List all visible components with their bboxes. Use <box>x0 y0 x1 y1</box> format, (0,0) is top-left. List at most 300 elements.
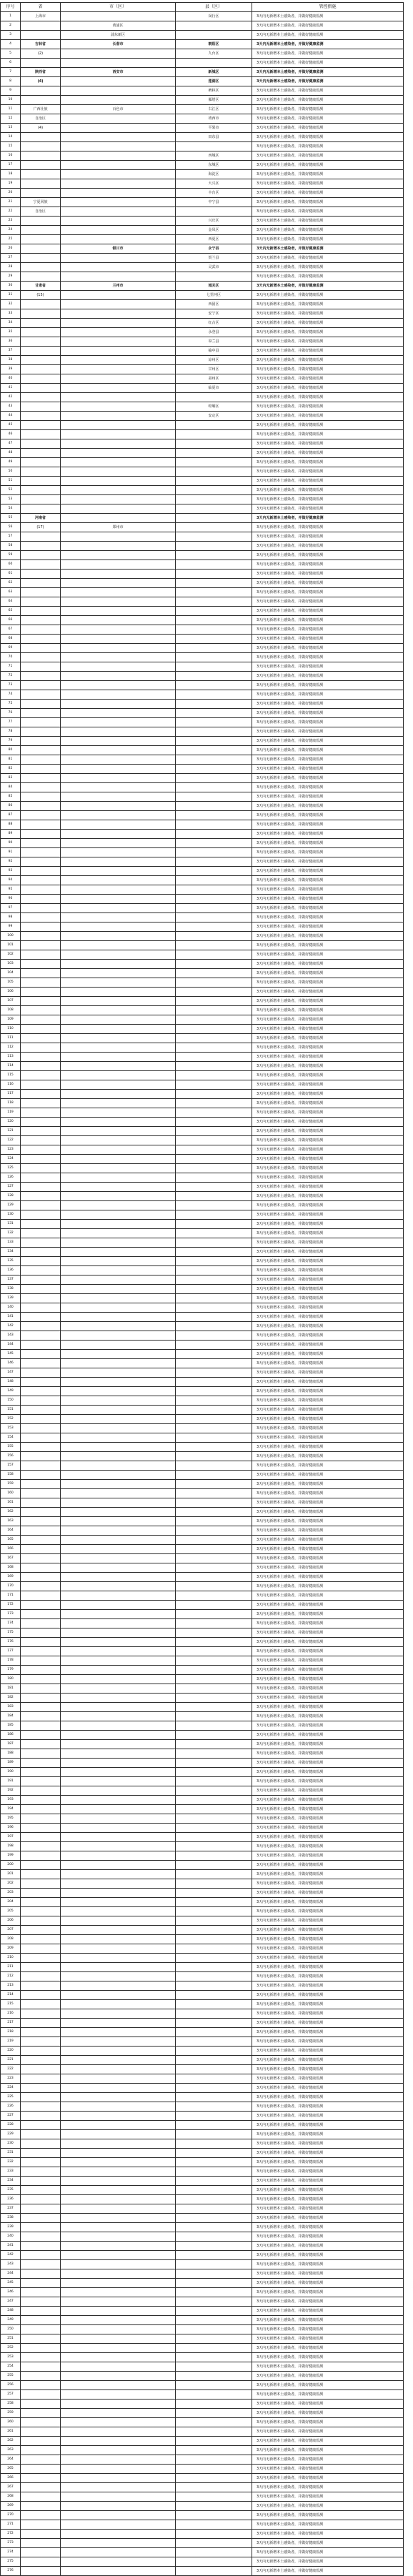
measure-cell: 3天内无新增本土感染者，并做好健康监测 <box>252 2158 404 2167</box>
province-cell <box>21 1638 61 1647</box>
county-cell <box>176 1582 252 1591</box>
measure-cell: 3天内无新增本土感染者，并做好健康监测 <box>252 700 404 709</box>
city-cell <box>61 2074 176 2084</box>
measure-cell: 3天内无新增本土感染者，并做好健康监测 <box>252 2567 404 2576</box>
measure-cell: 3天内无新增本土感染者，并做好健康监测 <box>252 1313 404 1322</box>
province-cell <box>21 151 61 161</box>
table-row <box>1 746 404 755</box>
city-cell <box>61 1480 176 1489</box>
province-cell <box>21 393 61 402</box>
province-cell <box>21 2084 61 2093</box>
table-row <box>1 40 404 49</box>
city-cell <box>61 2047 176 2056</box>
county-cell <box>176 2242 252 2251</box>
city-cell <box>61 1062 176 1071</box>
table-row <box>1 2204 404 2214</box>
province-cell <box>21 867 61 876</box>
table-row <box>1 1944 404 1954</box>
table-row <box>1 1108 404 1118</box>
county-cell <box>176 1563 252 1573</box>
table-row <box>1 1424 404 1433</box>
table-row <box>1 12 404 21</box>
city-cell <box>61 1619 176 1628</box>
measure-cell: 3天内无新增本土感染者，并做好健康监测 <box>252 1489 404 1498</box>
county-cell <box>176 1238 252 1248</box>
county-cell <box>176 1294 252 1303</box>
header-city: 市（区） <box>61 3 176 12</box>
city-cell <box>61 1006 176 1015</box>
city-cell <box>61 235 176 244</box>
table-row <box>1 1889 404 1898</box>
city-cell <box>61 2446 176 2455</box>
table-row <box>1 439 404 449</box>
table-row <box>1 765 404 774</box>
province-cell <box>21 1313 61 1322</box>
measure-cell: 3天内无新增本土感染者，并做好健康监测 <box>252 2465 404 2474</box>
province-cell <box>21 2530 61 2539</box>
province-cell <box>21 179 61 189</box>
city-cell <box>61 1712 176 1721</box>
table-row <box>1 514 404 523</box>
table-row <box>1 839 404 848</box>
county-cell <box>176 1108 252 1118</box>
city-cell <box>61 207 176 217</box>
county-cell: 西城区 <box>176 151 252 161</box>
measure-cell: 3天内无新增本土感染者，并做好健康监测 <box>252 12 404 21</box>
row-number-cell: 221 <box>1 2056 21 2065</box>
measure-cell: 3天内无新增本土感染者，并做好健康监测 <box>252 2353 404 2362</box>
measure-cell: 3天内无新增本土感染者，并做好健康监测 <box>252 904 404 913</box>
table-row <box>1 2307 404 2316</box>
county-cell <box>176 1916 252 1926</box>
measure-cell: 3天内无新增本土感染者，并做好健康监测 <box>252 820 404 830</box>
measure-cell: 3天内无新增本土感染者，并做好健康监测 <box>252 727 404 737</box>
county-cell <box>176 1786 252 1796</box>
city-cell <box>61 542 176 551</box>
row-number-cell: 202 <box>1 1879 21 1889</box>
measure-cell: 3天内无新增本土感染者，并做好健康监测 <box>252 2344 404 2353</box>
city-cell <box>61 560 176 570</box>
row-number-cell: 24 <box>1 226 21 235</box>
county-cell <box>176 2019 252 2028</box>
measure-cell: 3天内无新增本土感染者，并做好健康监测 <box>252 309 404 319</box>
city-cell <box>61 1359 176 1368</box>
province-cell <box>21 1703 61 1712</box>
row-number-cell: 101 <box>1 941 21 950</box>
province-cell <box>21 2548 61 2557</box>
county-cell <box>176 142 252 151</box>
measure-cell: 3天内无新增本土感染者，并做好健康监测 <box>252 1118 404 1127</box>
row-number-cell: 48 <box>1 449 21 458</box>
county-cell <box>176 1062 252 1071</box>
province-cell <box>21 1043 61 1053</box>
measure-cell: 3天内无新增本土感染者，并做好健康监测 <box>252 597 404 607</box>
city-cell <box>61 226 176 235</box>
county-cell <box>176 802 252 811</box>
city-cell <box>61 151 176 161</box>
row-number-cell: 219 <box>1 2037 21 2047</box>
county-cell <box>176 207 252 217</box>
county-cell <box>176 1359 252 1368</box>
row-number-cell: 257 <box>1 2390 21 2400</box>
row-number-cell: 163 <box>1 1517 21 1526</box>
table-row <box>1 1907 404 1916</box>
measure-cell: 3天内无新增本土感染者，并做好健康监测 <box>252 1108 404 1118</box>
county-cell <box>176 1155 252 1164</box>
province-cell <box>21 402 61 412</box>
county-cell <box>176 1805 252 1814</box>
county-cell <box>176 1554 252 1563</box>
county-cell <box>176 1136 252 1145</box>
table-row <box>1 1145 404 1155</box>
table-row <box>1 1368 404 1378</box>
city-cell <box>61 2353 176 2362</box>
county-cell <box>176 2418 252 2427</box>
province-cell <box>21 1155 61 1164</box>
row-number-cell: 46 <box>1 430 21 439</box>
province-cell <box>21 2455 61 2465</box>
city-cell <box>61 1656 176 1666</box>
row-number-cell: 246 <box>1 2288 21 2297</box>
province-cell: 上海市 <box>21 12 61 21</box>
province-cell <box>21 2325 61 2334</box>
province-cell <box>21 2409 61 2418</box>
row-number-cell: 117 <box>1 1090 21 1099</box>
measure-cell: 3天内无新增本土感染者，并做好健康监测 <box>252 1972 404 1981</box>
county-cell <box>176 644 252 653</box>
city-cell <box>61 1173 176 1183</box>
county-cell <box>176 2269 252 2279</box>
row-number-cell: 14 <box>1 133 21 142</box>
row-number-cell: 150 <box>1 1396 21 1406</box>
city-cell <box>61 2028 176 2037</box>
row-number-cell: 155 <box>1 1443 21 1452</box>
city-cell <box>61 792 176 802</box>
table-row <box>1 179 404 189</box>
county-cell <box>176 2409 252 2418</box>
county-cell <box>176 2204 252 2214</box>
row-number-cell: 124 <box>1 1155 21 1164</box>
row-number-cell: 19 <box>1 179 21 189</box>
province-cell <box>21 1164 61 1173</box>
measure-cell: 3天内无新增本土感染者，并做好健康监测 <box>252 1619 404 1628</box>
measure-cell: 3天内无新增本土感染者，并做好健康监测 <box>252 337 404 347</box>
row-number-cell: 135 <box>1 1257 21 1266</box>
measure-cell: 3天内无新增本土感染者，并做好健康监测 <box>252 2130 404 2139</box>
measure-cell: 3天内无新增本土感染者，并做好健康监测 <box>252 2186 404 2195</box>
city-cell <box>61 309 176 319</box>
city-cell <box>61 402 176 412</box>
row-number-cell: 179 <box>1 1666 21 1675</box>
row-number-cell: 1 <box>1 12 21 21</box>
city-cell <box>61 2177 176 2186</box>
row-number-cell: 43 <box>1 402 21 412</box>
province-cell <box>21 272 61 282</box>
row-number-cell: 243 <box>1 2260 21 2269</box>
province-cell <box>21 672 61 681</box>
city-cell <box>61 1424 176 1433</box>
table-row <box>1 950 404 960</box>
province-cell <box>21 2149 61 2158</box>
row-number-cell: 184 <box>1 1712 21 1721</box>
measure-cell: 3天内无新增本土感染者，并做好健康监测 <box>252 1090 404 1099</box>
row-number-cell: 231 <box>1 2149 21 2158</box>
table-row <box>1 2084 404 2093</box>
city-cell <box>61 467 176 477</box>
measure-cell: 3天内无新增本土感染者，并做好健康监测 <box>252 1396 404 1406</box>
table-row <box>1 319 404 328</box>
measure-cell: 3天内无新增本土感染者，并做好健康监测 <box>252 347 404 356</box>
county-cell <box>176 913 252 923</box>
row-number-cell: 216 <box>1 2009 21 2019</box>
measure-cell: 3天内无新增本土感染者，并做好健康监测 <box>252 2242 404 2251</box>
city-cell <box>61 486 176 495</box>
county-cell: 皋兰县 <box>176 337 252 347</box>
row-number-cell: 114 <box>1 1062 21 1071</box>
table-row <box>1 356 404 365</box>
row-number-cell: 234 <box>1 2177 21 2186</box>
row-number-cell: 144 <box>1 1341 21 1350</box>
row-number-cell: 259 <box>1 2409 21 2418</box>
city-cell: 百色市 <box>61 105 176 114</box>
county-cell <box>176 1201 252 1210</box>
county-cell <box>176 532 252 542</box>
province-cell <box>21 932 61 941</box>
city-cell <box>61 904 176 913</box>
province-cell <box>21 1647 61 1656</box>
row-number-cell: 253 <box>1 2353 21 2362</box>
row-number-cell: 133 <box>1 1238 21 1248</box>
province-cell <box>21 2511 61 2520</box>
county-cell: 西夏区 <box>176 235 252 244</box>
table-row <box>1 1127 404 1136</box>
table-row <box>1 2520 404 2530</box>
row-number-cell: 192 <box>1 1786 21 1796</box>
measure-cell: 3天内无新增本土感染者，并做好健康监测 <box>252 328 404 337</box>
table-row <box>1 923 404 932</box>
county-cell <box>176 2567 252 2576</box>
table-row <box>1 412 404 421</box>
province-cell <box>21 1173 61 1183</box>
city-cell <box>61 727 176 737</box>
county-cell: 贺兰县 <box>176 254 252 263</box>
province-cell <box>21 579 61 588</box>
province-cell <box>21 1238 61 1248</box>
province-cell <box>21 2242 61 2251</box>
measure-cell: 3天内无新增本土感染者，并做好健康监测 <box>252 2232 404 2242</box>
county-cell <box>176 1981 252 1991</box>
row-number-cell: 54 <box>1 504 21 514</box>
table-row <box>1 1173 404 1183</box>
county-cell <box>176 2130 252 2139</box>
row-number-cell: 2 <box>1 21 21 31</box>
row-number-cell: 239 <box>1 2223 21 2232</box>
row-number-cell: 51 <box>1 477 21 486</box>
table-row <box>1 2242 404 2251</box>
county-cell <box>176 1638 252 1647</box>
row-number-cell: 21 <box>1 198 21 207</box>
province-cell <box>21 913 61 923</box>
county-cell <box>176 690 252 700</box>
province-cell <box>21 1916 61 1926</box>
province-cell <box>21 923 61 932</box>
table-row <box>1 77 404 86</box>
county-cell <box>176 1099 252 1108</box>
row-number-cell: 15 <box>1 142 21 151</box>
province-cell <box>21 700 61 709</box>
measure-cell: 3天内无新增本土感染者，并做好健康监测 <box>252 1387 404 1396</box>
measure-cell: 3天内无新增本土感染者，并做好健康监测 <box>252 2214 404 2223</box>
province-cell <box>21 1127 61 1136</box>
county-cell <box>176 1415 252 1424</box>
city-cell <box>61 412 176 421</box>
row-number-cell: 31 <box>1 291 21 300</box>
city-cell <box>61 504 176 514</box>
province-cell <box>21 2316 61 2325</box>
province-cell <box>21 1210 61 1220</box>
table-row <box>1 161 404 170</box>
city-cell <box>61 2372 176 2381</box>
province-cell <box>21 765 61 774</box>
county-cell: 崆峒区 <box>176 402 252 412</box>
row-number-cell: 211 <box>1 1963 21 1972</box>
county-cell <box>176 495 252 504</box>
city-cell <box>61 1796 176 1805</box>
measure-cell: 3天内无新增本土感染者，并做好健康监测 <box>252 1898 404 1907</box>
row-number-cell: 176 <box>1 1638 21 1647</box>
measure-cell: 3天内无新增本土感染者，并做好健康监测 <box>252 1536 404 1545</box>
table-row <box>1 1954 404 1963</box>
province-cell <box>21 1062 61 1071</box>
table-row <box>1 2344 404 2353</box>
province-cell <box>21 1759 61 1768</box>
province-cell <box>21 2307 61 2316</box>
province-cell <box>21 1786 61 1796</box>
city-cell <box>61 2492 176 2502</box>
measure-cell: 3天内无新增本土感染者，并做好健康监测 <box>252 672 404 681</box>
province-cell <box>21 2223 61 2232</box>
province-cell <box>21 300 61 309</box>
measure-cell: 3天内无新增本土感染者，并做好健康监测 <box>252 40 404 49</box>
row-number-cell: 264 <box>1 2455 21 2465</box>
row-number-cell: 248 <box>1 2307 21 2316</box>
row-number-cell: 143 <box>1 1331 21 1341</box>
county-cell: 七里河区 <box>176 291 252 300</box>
table-row <box>1 848 404 857</box>
row-number-cell: 190 <box>1 1768 21 1777</box>
row-number-cell: 207 <box>1 1926 21 1935</box>
measure-cell: 3天内无新增本土感染者，并做好健康监测 <box>252 2325 404 2334</box>
province-cell <box>21 356 61 365</box>
table-row <box>1 1210 404 1220</box>
province-cell <box>21 941 61 950</box>
city-cell <box>61 969 176 978</box>
measure-cell: 3天内无新增本土感染者，并做好健康监测 <box>252 365 404 374</box>
county-cell <box>176 542 252 551</box>
measure-cell: 3天内无新增本土感染者，并做好健康监测 <box>252 1935 404 1944</box>
province-cell <box>21 486 61 495</box>
row-number-cell: 199 <box>1 1851 21 1861</box>
measure-cell: 3天内无新增本土感染者，并做好健康监测 <box>252 2446 404 2455</box>
county-cell <box>176 737 252 746</box>
row-number-cell: 18 <box>1 170 21 179</box>
measure-cell: 3天内无新增本土感染者，并做好健康监测 <box>252 300 404 309</box>
county-cell <box>176 1944 252 1954</box>
table-row <box>1 477 404 486</box>
county-cell: 九台区 <box>176 49 252 59</box>
row-number-cell: 213 <box>1 1981 21 1991</box>
row-number-cell: 244 <box>1 2269 21 2279</box>
row-number-cell: 12 <box>1 114 21 124</box>
city-cell <box>61 2260 176 2269</box>
row-number-cell: 30 <box>1 282 21 291</box>
county-cell <box>176 923 252 932</box>
county-cell <box>176 1498 252 1508</box>
table-row <box>1 1071 404 1080</box>
province-cell <box>21 839 61 848</box>
measure-cell: 3天内无新增本土感染者，并做好健康监测 <box>252 1666 404 1675</box>
table-row <box>1 1220 404 1229</box>
row-number-cell: 95 <box>1 885 21 895</box>
table-row <box>1 1981 404 1991</box>
county-cell <box>176 523 252 532</box>
measure-cell: 3天内无新增本土感染者，并做好健康监测 <box>252 170 404 179</box>
province-cell <box>21 1229 61 1238</box>
province-cell <box>21 1628 61 1638</box>
measure-cell: 3天内无新增本土感染者，并做好健康监测 <box>252 2400 404 2409</box>
row-number-cell: 65 <box>1 607 21 616</box>
table-row <box>1 365 404 374</box>
city-cell <box>61 588 176 597</box>
county-cell <box>176 1749 252 1759</box>
city-cell <box>61 300 176 309</box>
row-number-cell: 52 <box>1 486 21 495</box>
measure-cell: 3天内无新增本土感染者，并做好健康监测 <box>252 783 404 792</box>
measure-cell: 3天内无新增本土感染者，并做好健康监测 <box>252 1926 404 1935</box>
measure-cell: 3天内无新增本土感染者，并做好健康监测 <box>252 1740 404 1749</box>
county-cell <box>176 2325 252 2334</box>
province-cell <box>21 1944 61 1954</box>
county-cell <box>176 1480 252 1489</box>
table-row <box>1 1508 404 1517</box>
table-row <box>1 2381 404 2390</box>
province-cell <box>21 2093 61 2102</box>
city-cell <box>61 59 176 68</box>
city-cell <box>61 1554 176 1563</box>
measure-cell: 3天内无新增本土感染者，并做好健康监测 <box>252 244 404 254</box>
measure-cell: 3天内无新增本土感染者，并做好健康监测 <box>252 430 404 439</box>
county-cell: 红古区 <box>176 319 252 328</box>
row-number-cell: 116 <box>1 1080 21 1090</box>
measure-cell: 3天内无新增本土感染者，并做好健康监测 <box>252 774 404 783</box>
province-cell <box>21 1498 61 1508</box>
row-number-cell: 175 <box>1 1628 21 1638</box>
measure-cell: 3天内无新增本土感染者，并做好健康监测 <box>252 458 404 467</box>
row-number-cell: 20 <box>1 189 21 198</box>
table-row <box>1 1703 404 1712</box>
table-row <box>1 1731 404 1740</box>
city-cell <box>61 2056 176 2065</box>
county-cell: 永登县 <box>176 328 252 337</box>
measure-cell: 3天内无新增本土感染者，并做好健康监测 <box>252 2121 404 2130</box>
province-cell <box>21 1898 61 1907</box>
row-number-cell: 37 <box>1 347 21 356</box>
measure-cell: 3天内无新增本土感染者，并做好健康监测 <box>252 1322 404 1331</box>
table-row <box>1 1749 404 1759</box>
measure-cell: 3天内无新增本土感染者，并做好健康监测 <box>252 2539 404 2548</box>
city-cell: 银川市 <box>61 244 176 254</box>
table-row <box>1 1433 404 1443</box>
